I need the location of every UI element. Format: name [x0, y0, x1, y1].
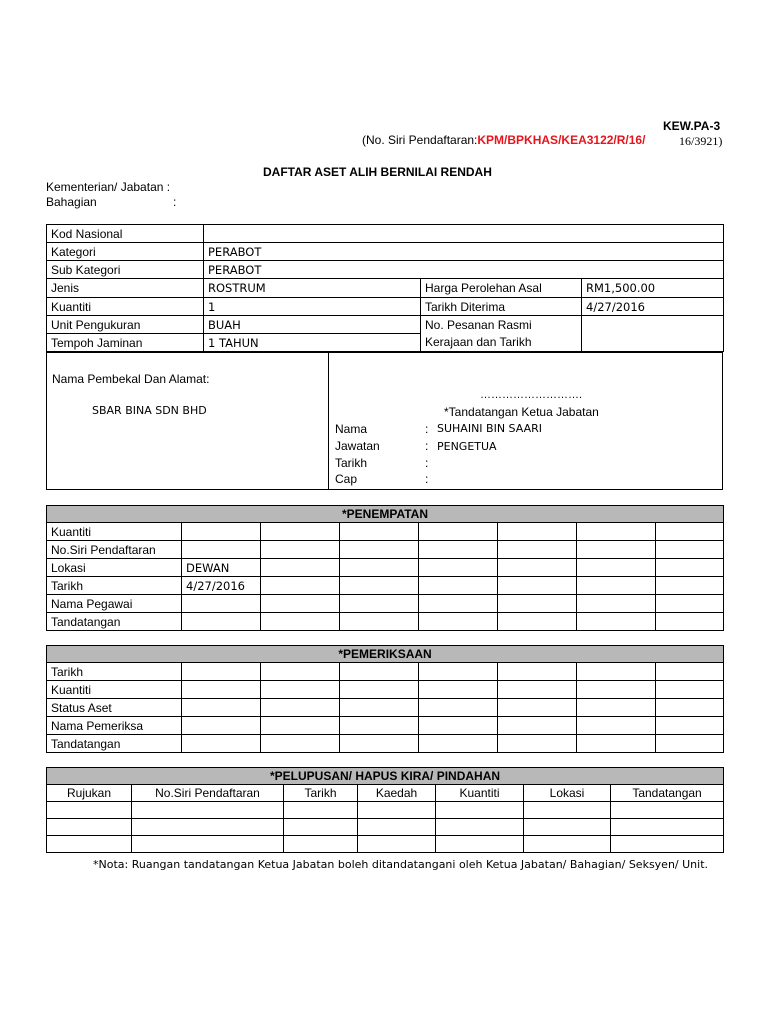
pelupusan-cell: [611, 819, 724, 836]
pelupusan-cell: [358, 802, 436, 819]
pemeriksaan-cell: [419, 699, 498, 717]
penempatan-cell: [498, 577, 577, 595]
penempatan-cell: [656, 613, 724, 631]
jenis-value: ROSTRUM: [204, 279, 421, 298]
kuantiti-value: 1: [204, 298, 421, 316]
penempatan-cell: [577, 541, 656, 559]
registration-line: [362, 133, 645, 147]
pemeriksaan-title: *PEMERIKSAAN: [47, 646, 724, 663]
penempatan-cell: [577, 559, 656, 577]
pemeriksaan-cell: [577, 663, 656, 681]
supplier-label: Nama Pembekal Dan Alamat:: [52, 372, 210, 386]
pelupusan-column-header: Tarikh: [284, 785, 358, 802]
pelupusan-column-header: Rujukan: [47, 785, 132, 802]
penempatan-row-value: [182, 613, 261, 631]
pemeriksaan-cell: [656, 717, 724, 735]
penempatan-cell: [577, 577, 656, 595]
pemeriksaan-cell: [577, 717, 656, 735]
pelupusan-cell: [47, 819, 132, 836]
penempatan-cell: [261, 577, 340, 595]
jawatan-value: PENGETUA: [437, 440, 497, 453]
pemeriksaan-cell: [577, 699, 656, 717]
penempatan-cell: [340, 613, 419, 631]
penempatan-cell: [340, 577, 419, 595]
pesanan-line-1: No. Pesanan Rasmi: [425, 317, 532, 332]
pemeriksaan-row-label: Tarikh: [47, 663, 182, 681]
pemeriksaan-cell: [498, 699, 577, 717]
tarikh-colon: :: [425, 456, 429, 470]
row-kuantiti: [47, 298, 724, 316]
penempatan-cell: [577, 613, 656, 631]
unit-pengukuran-label: Unit Pengukuran: [47, 316, 204, 334]
pelupusan-column-header: Tandatangan: [611, 785, 724, 802]
pemeriksaan-cell: [656, 699, 724, 717]
penempatan-cell: [577, 523, 656, 541]
signature-caption: *Tandatangan Ketua Jabatan: [444, 405, 599, 419]
pelupusan-columns: [47, 785, 724, 802]
registration-number: KPM/BPKHAS/KEA3122/R/16/: [477, 133, 646, 147]
nama-value: SUHAINI BIN SAARI: [437, 422, 542, 435]
penempatan-table: [46, 505, 724, 631]
pemeriksaan-cell: [419, 663, 498, 681]
penempatan-row-value: [182, 541, 261, 559]
penempatan-cell: [656, 577, 724, 595]
penempatan-row-value: 4/27/2016: [182, 577, 261, 595]
tarikh-label: Tarikh: [335, 456, 368, 470]
row-kod-nasional: [47, 225, 724, 243]
kuantiti-label: Kuantiti: [47, 298, 204, 316]
penempatan-cell: [656, 595, 724, 613]
penempatan-cell: [656, 523, 724, 541]
penempatan-cell: [261, 559, 340, 577]
pemeriksaan-cell: [261, 735, 340, 753]
penempatan-row-value: [182, 595, 261, 613]
pelupusan-cell: [611, 802, 724, 819]
page-title: DAFTAR ASET ALIH BERNILAI RENDAH: [263, 165, 492, 179]
pemeriksaan-row-label: Status Aset: [47, 699, 182, 717]
penempatan-cell: [419, 595, 498, 613]
pelupusan-cell: [132, 836, 284, 853]
pelupusan-title: *PELUPUSAN/ HAPUS KIRA/ PINDAHAN: [47, 768, 724, 785]
pemeriksaan-cell: [261, 699, 340, 717]
pemeriksaan-cell: [340, 735, 419, 753]
jawatan-label: Jawatan: [335, 439, 380, 453]
row-jenis: [47, 279, 724, 298]
pemeriksaan-cell: [261, 663, 340, 681]
pemeriksaan-cell: [340, 699, 419, 717]
penempatan-cell: [340, 559, 419, 577]
penempatan-cell: [419, 577, 498, 595]
pelupusan-row: [47, 802, 724, 819]
pemeriksaan-row-label: Nama Pemeriksa: [47, 717, 182, 735]
pelupusan-cell: [436, 819, 524, 836]
pelupusan-cell: [47, 836, 132, 853]
tempoh-jaminan-value: 1 TAHUN: [204, 334, 421, 352]
pelupusan-row: [47, 819, 724, 836]
penempatan-cell: [498, 523, 577, 541]
division-colon: :: [173, 195, 177, 209]
supplier-signature-box: [46, 352, 723, 490]
pesanan-line-2: Kerajaan dan Tarikh: [425, 334, 532, 349]
pelupusan-table: [46, 767, 724, 853]
penempatan-cell: [498, 559, 577, 577]
penempatan-cell: [340, 541, 419, 559]
pemeriksaan-cell: [182, 717, 261, 735]
pelupusan-cell: [524, 802, 611, 819]
penempatan-cell: [656, 541, 724, 559]
penempatan-row-label: Lokasi: [47, 559, 182, 577]
ministry-label: Kementerian/ Jabatan :: [46, 180, 171, 194]
pelupusan-row: [47, 836, 724, 853]
pemeriksaan-cell: [340, 717, 419, 735]
unit-pengukuran-value: BUAH: [204, 316, 421, 334]
pelupusan-column-header: Lokasi: [524, 785, 611, 802]
pemeriksaan-cell: [182, 681, 261, 699]
pemeriksaan-cell: [498, 663, 577, 681]
pesanan-rasmi-label: [421, 316, 582, 352]
pemeriksaan-cell: [261, 717, 340, 735]
kategori-value: PERABOT: [204, 243, 724, 261]
pemeriksaan-row: [47, 681, 724, 699]
kod-nasional-value: [204, 225, 724, 243]
pesanan-rasmi-value: [582, 316, 724, 352]
pelupusan-column-header: Kaedah: [358, 785, 436, 802]
pemeriksaan-row: [47, 735, 724, 753]
penempatan-header: [47, 506, 724, 523]
pelupusan-cell: [358, 836, 436, 853]
pemeriksaan-table: [46, 645, 724, 753]
tempoh-jaminan-label: Tempoh Jaminan: [47, 334, 204, 352]
penempatan-row-value: DEWAN: [182, 559, 261, 577]
pemeriksaan-row: [47, 699, 724, 717]
registration-prefix: (No. Siri Pendaftaran:: [362, 133, 478, 147]
kategori-label: Kategori: [47, 243, 204, 261]
pelupusan-cell: [284, 802, 358, 819]
cap-colon: :: [425, 472, 429, 486]
harga-value: RM1,500.00: [582, 279, 724, 298]
tarikh-diterima-value: 4/27/2016: [582, 298, 724, 316]
pemeriksaan-cell: [577, 681, 656, 699]
penempatan-cell: [577, 595, 656, 613]
pemeriksaan-cell: [182, 699, 261, 717]
penempatan-row: [47, 541, 724, 559]
penempatan-cell: [340, 523, 419, 541]
penempatan-cell: [419, 523, 498, 541]
pemeriksaan-cell: [340, 663, 419, 681]
nama-colon: :: [425, 422, 429, 436]
pemeriksaan-cell: [419, 717, 498, 735]
pemeriksaan-row: [47, 717, 724, 735]
pemeriksaan-row-label: Kuantiti: [47, 681, 182, 699]
penempatan-row-label: Tandatangan: [47, 613, 182, 631]
footnote: *Nota: Ruangan tandatangan Ketua Jabatan boleh ditandatangani oleh Ketua Jabatan/ Bahagian/ Seksyen/ Unit.: [93, 858, 709, 871]
pelupusan-cell: [358, 819, 436, 836]
penempatan-row: [47, 577, 724, 595]
kod-nasional-label: Kod Nasional: [47, 225, 204, 243]
penempatan-row-label: Nama Pegawai: [47, 595, 182, 613]
sub-kategori-label: Sub Kategori: [47, 261, 204, 279]
pelupusan-cell: [284, 819, 358, 836]
penempatan-cell: [656, 559, 724, 577]
harga-label: Harga Perolehan Asal: [421, 279, 582, 298]
pemeriksaan-row-label: Tandatangan: [47, 735, 182, 753]
registration-suffix: 16/3921): [679, 134, 723, 148]
tarikh-diterima-label: Tarikh Diterima: [421, 298, 582, 316]
penempatan-cell: [261, 613, 340, 631]
penempatan-row: [47, 613, 724, 631]
pemeriksaan-cell: [498, 681, 577, 699]
pemeriksaan-cell: [182, 735, 261, 753]
pemeriksaan-cell: [340, 681, 419, 699]
penempatan-row-label: Kuantiti: [47, 523, 182, 541]
penempatan-cell: [340, 595, 419, 613]
form-code: KEW.PA-3: [663, 119, 721, 133]
pemeriksaan-cell: [656, 681, 724, 699]
penempatan-cell: [498, 595, 577, 613]
pelupusan-cell: [132, 802, 284, 819]
pelupusan-cell: [611, 836, 724, 853]
pelupusan-cell: [47, 802, 132, 819]
pelupusan-cell: [132, 819, 284, 836]
pelupusan-cell: [436, 836, 524, 853]
penempatan-row: [47, 523, 724, 541]
pemeriksaan-cell: [498, 735, 577, 753]
pemeriksaan-row: [47, 663, 724, 681]
division-label: Bahagian: [46, 195, 97, 209]
penempatan-cell: [419, 613, 498, 631]
penempatan-cell: [261, 541, 340, 559]
pelupusan-column-header: No.Siri Pendaftaran: [132, 785, 284, 802]
penempatan-row: [47, 595, 724, 613]
penempatan-cell: [498, 613, 577, 631]
row-sub-kategori: [47, 261, 724, 279]
pelupusan-cell: [284, 836, 358, 853]
pelupusan-cell: [436, 802, 524, 819]
pelupusan-cell: [524, 819, 611, 836]
cap-label: Cap: [335, 472, 358, 486]
pemeriksaan-cell: [419, 735, 498, 753]
penempatan-title: *PENEMPATAN: [47, 506, 724, 523]
penempatan-cell: [261, 523, 340, 541]
pemeriksaan-cell: [656, 663, 724, 681]
pemeriksaan-cell: [498, 717, 577, 735]
pemeriksaan-cell: [182, 663, 261, 681]
penempatan-row-value: [182, 523, 261, 541]
jenis-label: Jenis: [47, 279, 204, 298]
sub-kategori-value: PERABOT: [204, 261, 724, 279]
pelupusan-cell: [524, 836, 611, 853]
pemeriksaan-header: [47, 646, 724, 663]
penempatan-cell: [261, 595, 340, 613]
box-divider: [328, 353, 329, 489]
asset-info-table: [46, 224, 724, 352]
row-kategori: [47, 243, 724, 261]
pelupusan-column-header: Kuantiti: [436, 785, 524, 802]
nama-label: Nama: [335, 422, 368, 436]
pemeriksaan-cell: [261, 681, 340, 699]
penempatan-cell: [419, 541, 498, 559]
supplier-name: SBAR BINA SDN BHD: [92, 404, 207, 417]
penempatan-cell: [498, 541, 577, 559]
penempatan-row-label: Tarikh: [47, 577, 182, 595]
signature-dots: ……………………….: [480, 389, 583, 401]
penempatan-row: [47, 559, 724, 577]
row-unit-pengukuran: [47, 316, 724, 334]
jawatan-colon: :: [425, 439, 429, 453]
pemeriksaan-cell: [577, 735, 656, 753]
pelupusan-header: [47, 768, 724, 785]
penempatan-cell: [419, 559, 498, 577]
penempatan-row-label: No.Siri Pendaftaran: [47, 541, 182, 559]
pemeriksaan-cell: [419, 681, 498, 699]
pemeriksaan-cell: [656, 735, 724, 753]
